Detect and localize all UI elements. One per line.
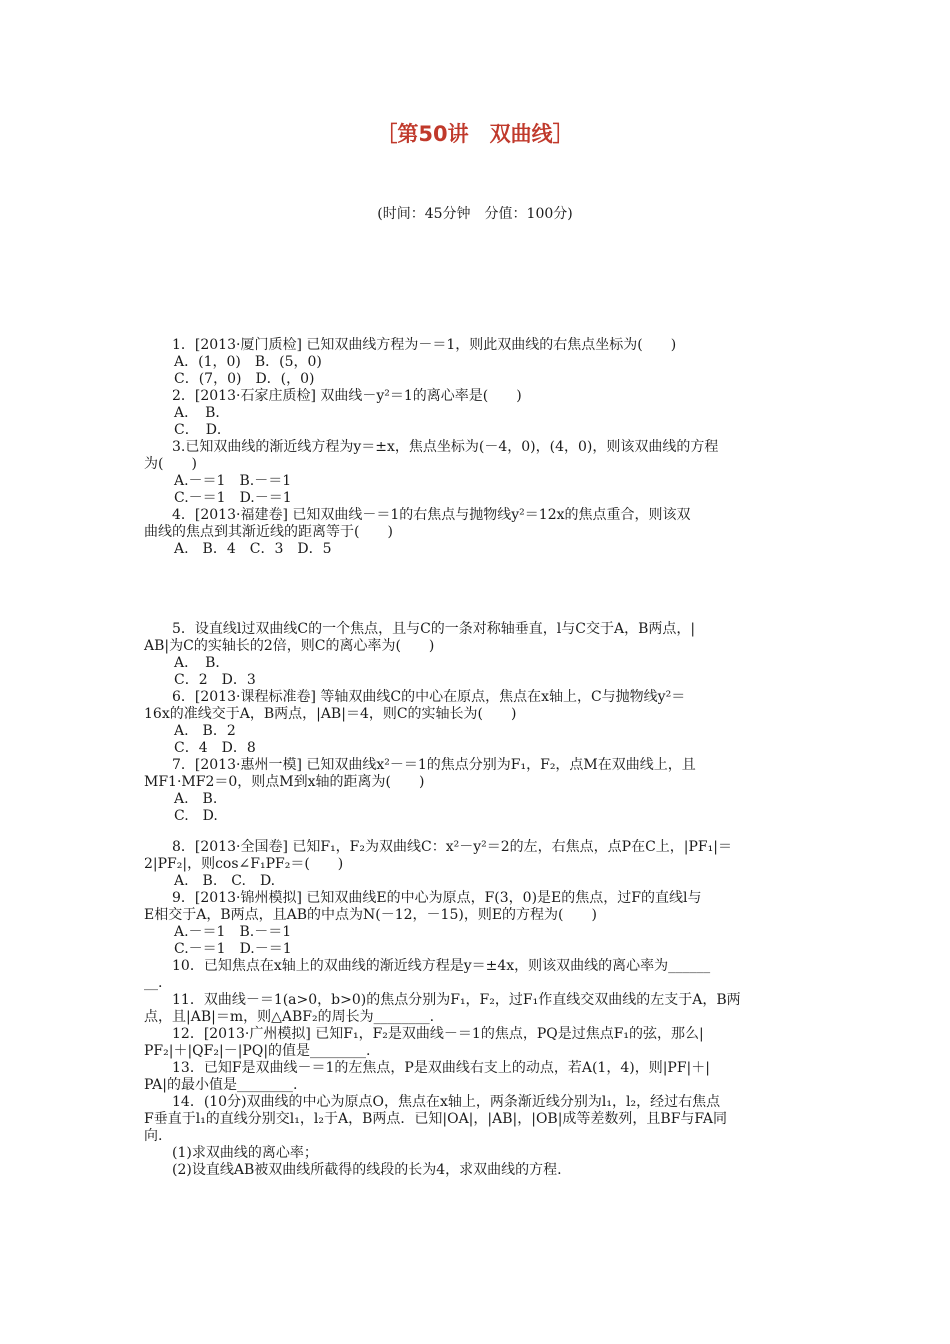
question-text-line: 曲线的焦点到其渐近线的距离等于( )	[144, 524, 393, 540]
answer-options-line: A. B．2	[174, 723, 236, 739]
answer-options-line: A. B.	[174, 791, 218, 807]
questions-block-1	[144, 337, 812, 558]
question-text-line: 5．设直线l过双曲线C的一个焦点，且与C的一条对称轴垂直，l与C交于A，B两点，|	[172, 621, 696, 637]
question-text-line: 3.已知双曲线的渐近线方程为y＝±x，焦点坐标为(－4，0)，(4，0)，则该双曲线的方程	[172, 439, 719, 455]
question-text-line: 8．[2013·全国卷] 已知F₁，F₂为双曲线C：x²－y²＝2的左，右焦点，点P在C上，|PF₁|＝	[172, 839, 732, 855]
answer-options-line: A． B．	[174, 405, 230, 421]
question-text-line: 为( )	[144, 456, 197, 472]
answer-options-line: A. B. C. D.	[174, 873, 276, 889]
question-text-line: AB|为C的实轴长的2倍，则C的离心率为( )	[144, 638, 435, 654]
question-text-line: 11．双曲线－＝1(a>0，b>0)的焦点分别为F₁，F₂，过F₁作直线交双曲线的左支于A，B两	[172, 992, 741, 1008]
question-text-line: 1．[2013·厦门质检] 已知双曲线方程为－＝1，则此双曲线的右焦点坐标为( )	[172, 337, 677, 353]
question-text-line: (2)设直线AB被双曲线所截得的线段的长为4，求双曲线的方程.	[172, 1162, 562, 1178]
answer-options-line: A.－＝1 B.－＝1	[174, 473, 292, 489]
answer-options-line: C.－＝1 D.－＝1	[174, 941, 292, 957]
time-score-note: (时间：45分钟 分值：100分)	[377, 206, 573, 222]
questions-block-2	[144, 621, 812, 825]
question-text-line: 9．[2013·锦州模拟] 已知双曲线E的中心为原点，F(3，0)是E的焦点，过F的直线l与	[172, 890, 702, 906]
question-text-line: PF₂|＋|QF₂|－|PQ|的值是________.	[144, 1043, 371, 1059]
answer-options-line: C．(7，0) D．(，0)	[174, 371, 315, 387]
questions-block-3	[144, 839, 812, 1179]
question-text-line: 16x的准线交于A，B两点，|AB|＝4，则C的实轴长为( )	[144, 706, 517, 722]
question-text-line: MF1·MF2＝0，则点M到x轴的距离为( )	[144, 774, 425, 790]
question-text-line: 14．(10分)双曲线的中心为原点O，焦点在x轴上，两条渐近线分别为l₁，l₂，经过右焦点	[172, 1094, 721, 1110]
question-text-line: PA|的最小值是________.	[144, 1077, 298, 1093]
question-text-line: 10．已知焦点在x轴上的双曲线的渐近线方程是y＝±4x，则该双曲线的离心率为______	[172, 958, 711, 974]
answer-options-line: C．4 D．8	[174, 740, 256, 756]
page-title: ［第50讲 双曲线］	[376, 122, 574, 146]
question-text-line: 7．[2013·惠州一模] 已知双曲线x²－＝1的焦点分别为F₁，F₂，点M在双曲线上，且	[172, 757, 696, 773]
question-text-line: 2|PF₂|，则cos∠F₁PF₂＝( )	[144, 856, 344, 872]
question-text-line: 4．[2013·福建卷] 已知双曲线－＝1的右焦点与抛物线y²＝12x的焦点重合，则该双	[172, 507, 691, 523]
answer-options-line: C． D．	[174, 422, 231, 438]
answer-options-line: C．2 D．3	[174, 672, 256, 688]
question-text-line: 点，且|AB|＝m，则△ABF₂的周长为________.	[144, 1009, 435, 1025]
answer-options-line: A．(1，0) B．(5，0)	[174, 354, 322, 370]
question-text-line: 6．[2013·课程标准卷] 等轴双曲线C的中心在原点，焦点在x轴上，C与抛物线y²＝	[172, 689, 686, 705]
answer-options-line: C.－＝1 D.－＝1	[174, 490, 292, 506]
answer-options-line: A． B．	[174, 655, 230, 671]
question-text-line: 2．[2013·石家庄质检] 双曲线－y²＝1的离心率是( )	[172, 388, 522, 404]
answer-options-line: A.－＝1 B.－＝1	[174, 924, 292, 940]
question-text-line: __.	[144, 975, 163, 991]
answer-options-line: C. D.	[174, 808, 218, 824]
answer-options-line: A. B．4 C．3 D．5	[174, 541, 332, 557]
question-text-line: (1)求双曲线的离心率；	[172, 1145, 318, 1161]
question-text-line: E相交于A，B两点，且AB的中点为N(－12，－15)，则E的方程为( )	[144, 907, 597, 923]
question-text-line: 向.	[144, 1128, 163, 1144]
question-text-line: F垂直于l₁的直线分别交l₁，l₂于A，B两点．已知|OA|，|AB|，|OB|成等差数列，且BF与FA同	[144, 1111, 728, 1127]
question-text-line: 12．[2013·广州模拟] 已知F₁，F₂是双曲线－＝1的焦点，PQ是过焦点F₁的弦，那么|	[172, 1026, 704, 1042]
question-text-line: 13．已知F是双曲线－＝1的左焦点，P是双曲线右支上的动点，若A(1，4)，则|PF|＋|	[172, 1060, 710, 1076]
